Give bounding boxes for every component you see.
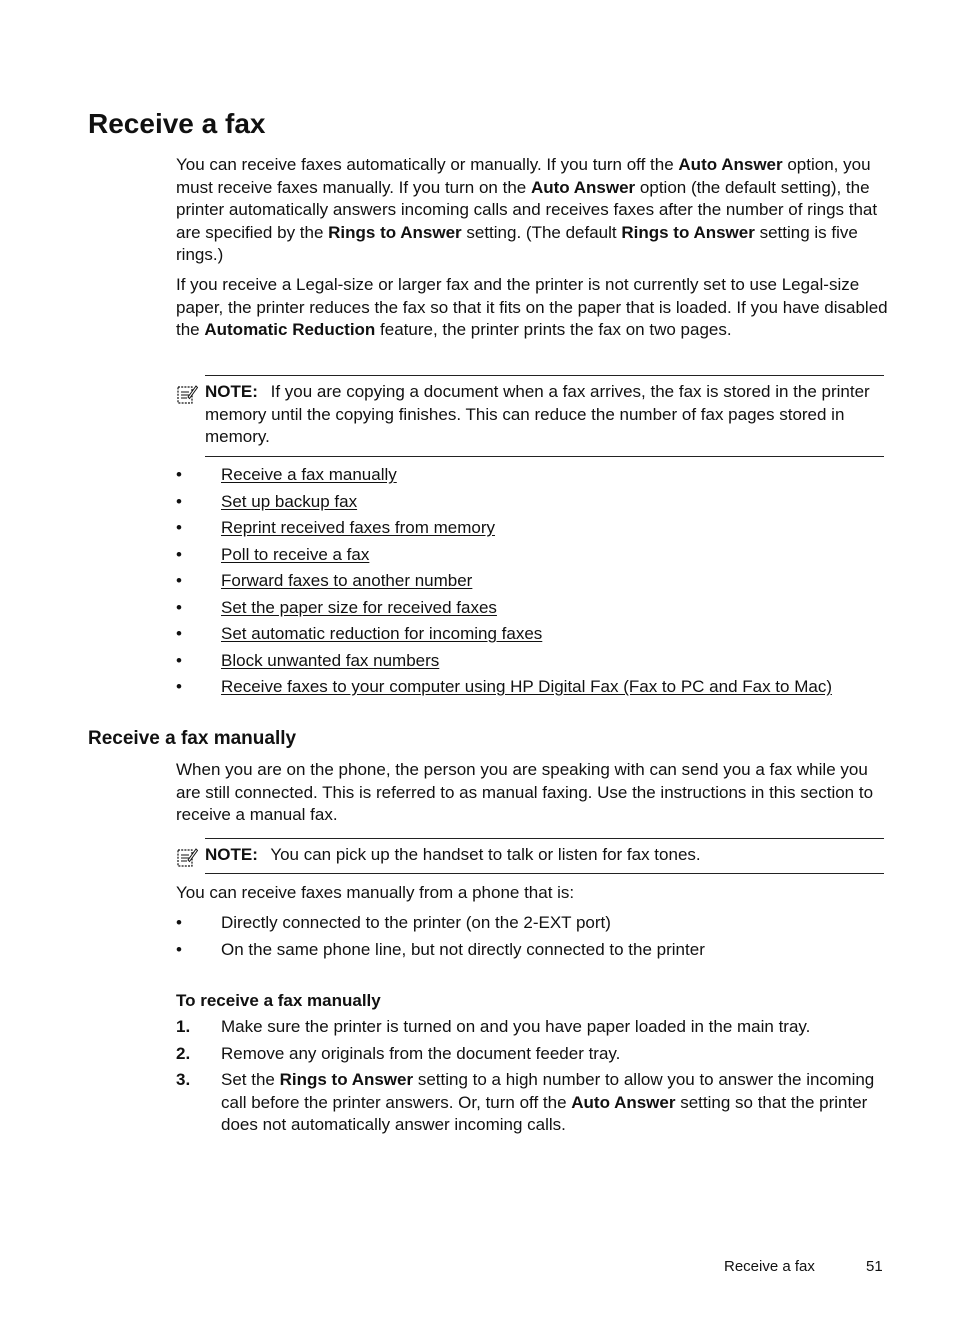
note-icon [176, 383, 198, 405]
link-forward-faxes[interactable]: Forward faxes to another number [221, 571, 473, 590]
link-reprint-received-faxes[interactable]: Reprint received faxes from memory [221, 518, 495, 537]
note-top-rule [205, 838, 884, 839]
note-bottom-rule [205, 873, 884, 874]
page-title: Receive a fax [88, 108, 266, 139]
section-heading: Receive a fax manually [88, 728, 297, 749]
link-block-unwanted-numbers[interactable]: Block unwanted fax numbers [221, 650, 440, 670]
footer-section-title: Receive a fax [724, 1258, 815, 1275]
note-1: NOTE: If you are copying a document when a fax arrives, the fax is stored in the printer memory until the copying finishes. This can reduce the number of fax pages stored in memory. [205, 382, 870, 446]
note-label: NOTE: [205, 845, 258, 864]
note-2: NOTE: You can pick up the handset to talk or listen for fax tones. [205, 845, 701, 864]
note-icon [176, 846, 198, 868]
section-intro: When you are on the phone, the person you are speaking with can send you a fax while you are still connected. This is referred to as manual faxing. Use the instructions in this section to receive a manual fax. [176, 760, 874, 824]
intro-paragraph-1: You can receive faxes automatically or manually. If you turn off the Auto Answer option, you must receive faxes manually. If you turn on the Auto Answer option (the default setting), the printer automatically answers incoming calls and receives faxes after the number of rings that are specified by the Rings to Answer setting. (The default Rings to Answer setting is five rings.) [176, 155, 878, 264]
procedure-heading: To receive a fax manually [176, 991, 381, 1010]
intro-paragraph-2: If you receive a Legal-size or larger fax and the printer is not currently set to use Legal-size paper, the printer reduces the fax so that it fits on the paper that is loaded. If you have disabled the Automatic Reduction feature, the printer prints the fax on two pages. [176, 275, 888, 339]
note-bottom-rule [205, 456, 884, 457]
note-top-rule [205, 375, 884, 376]
link-set-up-backup-fax[interactable]: Set up backup fax [221, 491, 358, 511]
note-label: NOTE: [205, 382, 258, 401]
link-receive-fax-manually[interactable]: Receive a fax manually [221, 465, 397, 484]
link-receive-to-computer[interactable]: Receive faxes to your computer using HP Digital Fax (Fax to PC and Fax to Mac) [221, 677, 832, 696]
link-set-paper-size[interactable]: Set the paper size for received faxes [221, 597, 497, 617]
link-poll-to-receive[interactable]: Poll to receive a fax [221, 544, 370, 564]
phone-intro: You can receive faxes manually from a phone that is: [176, 883, 575, 902]
footer-page-number: 51 [866, 1258, 883, 1275]
link-set-automatic-reduction[interactable]: Set automatic reduction for incoming faxes [221, 624, 543, 643]
